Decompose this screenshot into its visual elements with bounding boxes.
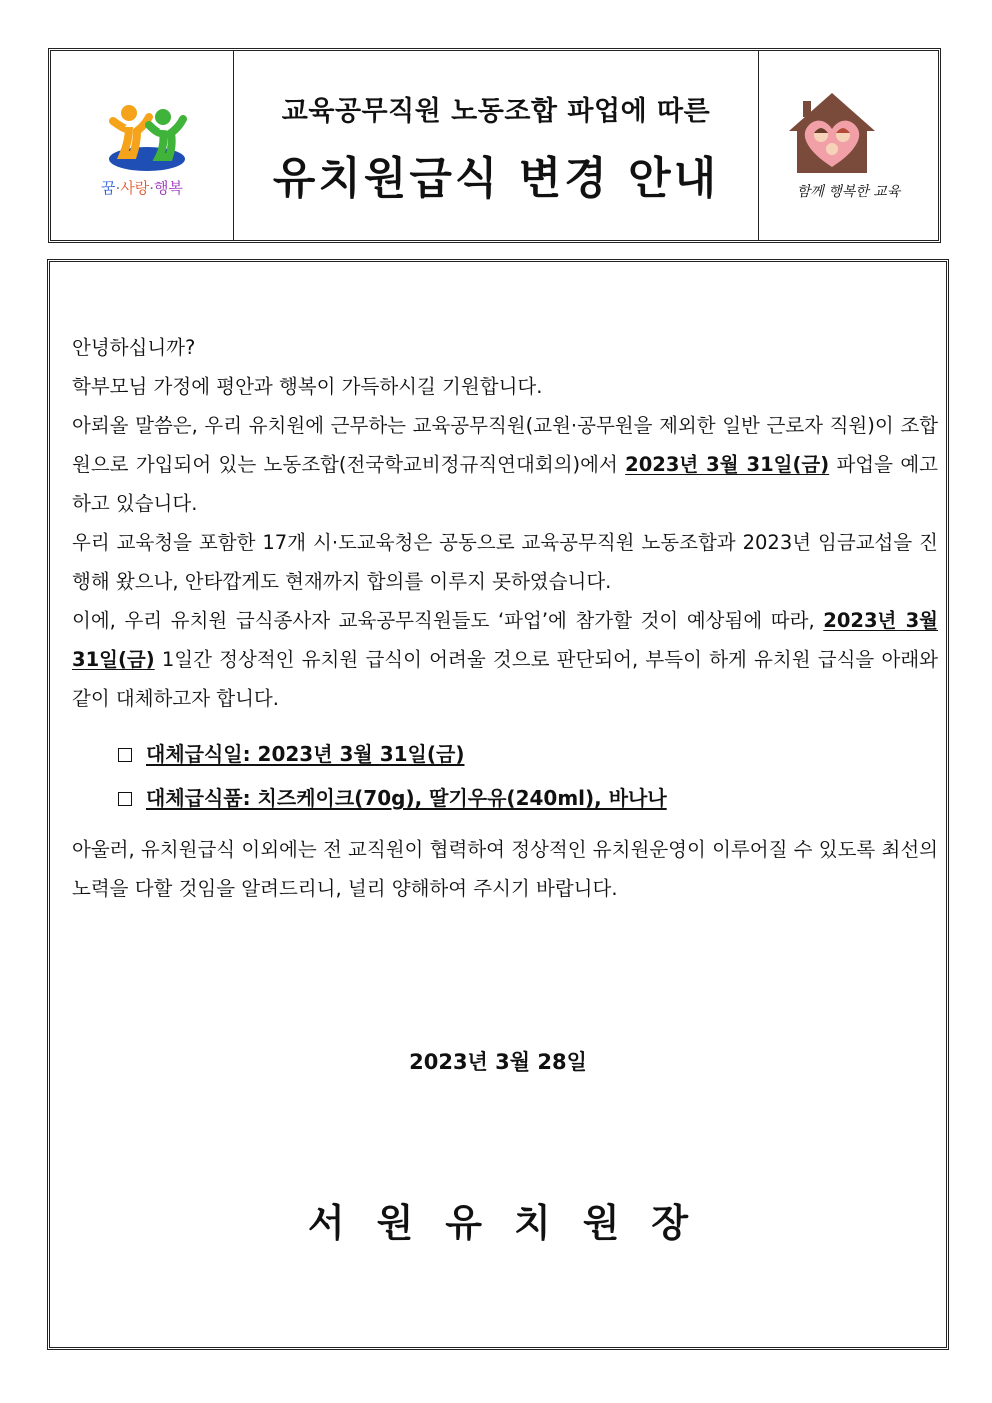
greeting-line: 안녕하십니까? xyxy=(72,336,196,359)
para3-text: 이에, 우리 유치원 급식종사자 교육공무직원들도 ‘파업’에 참가할 것이 예상됨에 따라, xyxy=(72,609,824,632)
paragraph-replacement xyxy=(72,601,938,718)
slogan-part-happiness: 행복 xyxy=(154,179,184,197)
header-title-cell xyxy=(234,51,759,240)
list-item-text: 대체급식일: 2023년 3월 31일(금) xyxy=(146,742,465,766)
list-item-replacement-items xyxy=(118,776,938,820)
checkbox-square-icon xyxy=(118,792,132,806)
header-box xyxy=(48,48,941,243)
kids-logo-icon xyxy=(103,103,187,173)
letter-date: 2023년 3월 28일 xyxy=(409,1050,587,1074)
slogan-part-love: 사랑 xyxy=(120,179,150,197)
header-right-cell xyxy=(759,51,938,240)
para3-tail: 1일간 정상적인 유치원 급식이 어려울 것으로 판단되어, 부득이 하게 유치원 급식을 아래와 같이 대체하고자 합니다. xyxy=(72,648,938,710)
slogan-sep: · xyxy=(115,179,121,197)
slogan-sep: · xyxy=(149,179,155,197)
replacement-meal-list xyxy=(118,732,938,820)
greeting-wish: 학부모님 가정에 평안과 행복이 가득하시길 기원합니다. xyxy=(72,375,543,398)
paragraph-negotiation: 우리 교육청을 포함한 17개 시·도교육청은 공동으로 교육공무직원 노동조합과 2023년 임금교섭을 진행해 왔으나, 안타깝게도 현재까지 합의를 이루지 못하였습니다. xyxy=(72,531,938,593)
header-left-cell xyxy=(51,51,234,240)
family-house-logo-icon xyxy=(787,89,877,175)
letter-content xyxy=(72,328,938,908)
checkbox-square-icon xyxy=(118,748,132,762)
letter-box xyxy=(47,259,949,1350)
page-title: 유치원급식 변경 안내 xyxy=(272,153,720,204)
strike-date-highlight: 2023년 3월 31일(금) xyxy=(72,609,938,671)
slogan-left xyxy=(51,177,233,198)
page-subtitle: 교육공무직원 노동조합 파업에 따른 xyxy=(281,96,711,127)
paragraph-closing: 아울러, 유치원급식 이외에는 전 교직원이 협력하여 정상적인 유치원운영이 이루어질 수 있도록 최선의 노력을 다할 것임을 알려드리니, 널리 양해하여 주시기 바랍니다. xyxy=(72,838,938,900)
slogan-part-dream: 꿈 xyxy=(100,179,116,197)
signature: 서원유치원장 xyxy=(307,1201,721,1245)
paragraph-strike-notice xyxy=(72,406,938,523)
para1-tail: 파업을 예고하고 있습니다. xyxy=(72,453,938,515)
para1-text: 아뢰올 말씀은, 우리 유치원에 근무하는 교육공무직원(교원·공무원을 제외한 일반 근로자 직원)이 조합원으로 가입되어 있는 노동조합(전국학교비정규직연대회의)에서 xyxy=(72,414,938,476)
list-item-text: 대체급식품: 치즈케이크(70g), 딸기우유(240ml), 바나나 xyxy=(146,786,667,810)
strike-date-highlight: 2023년 3월 31일(금) xyxy=(625,453,830,476)
list-item-replacement-date xyxy=(118,732,938,776)
slogan-right: 함께 행복한 교육 xyxy=(796,184,901,200)
